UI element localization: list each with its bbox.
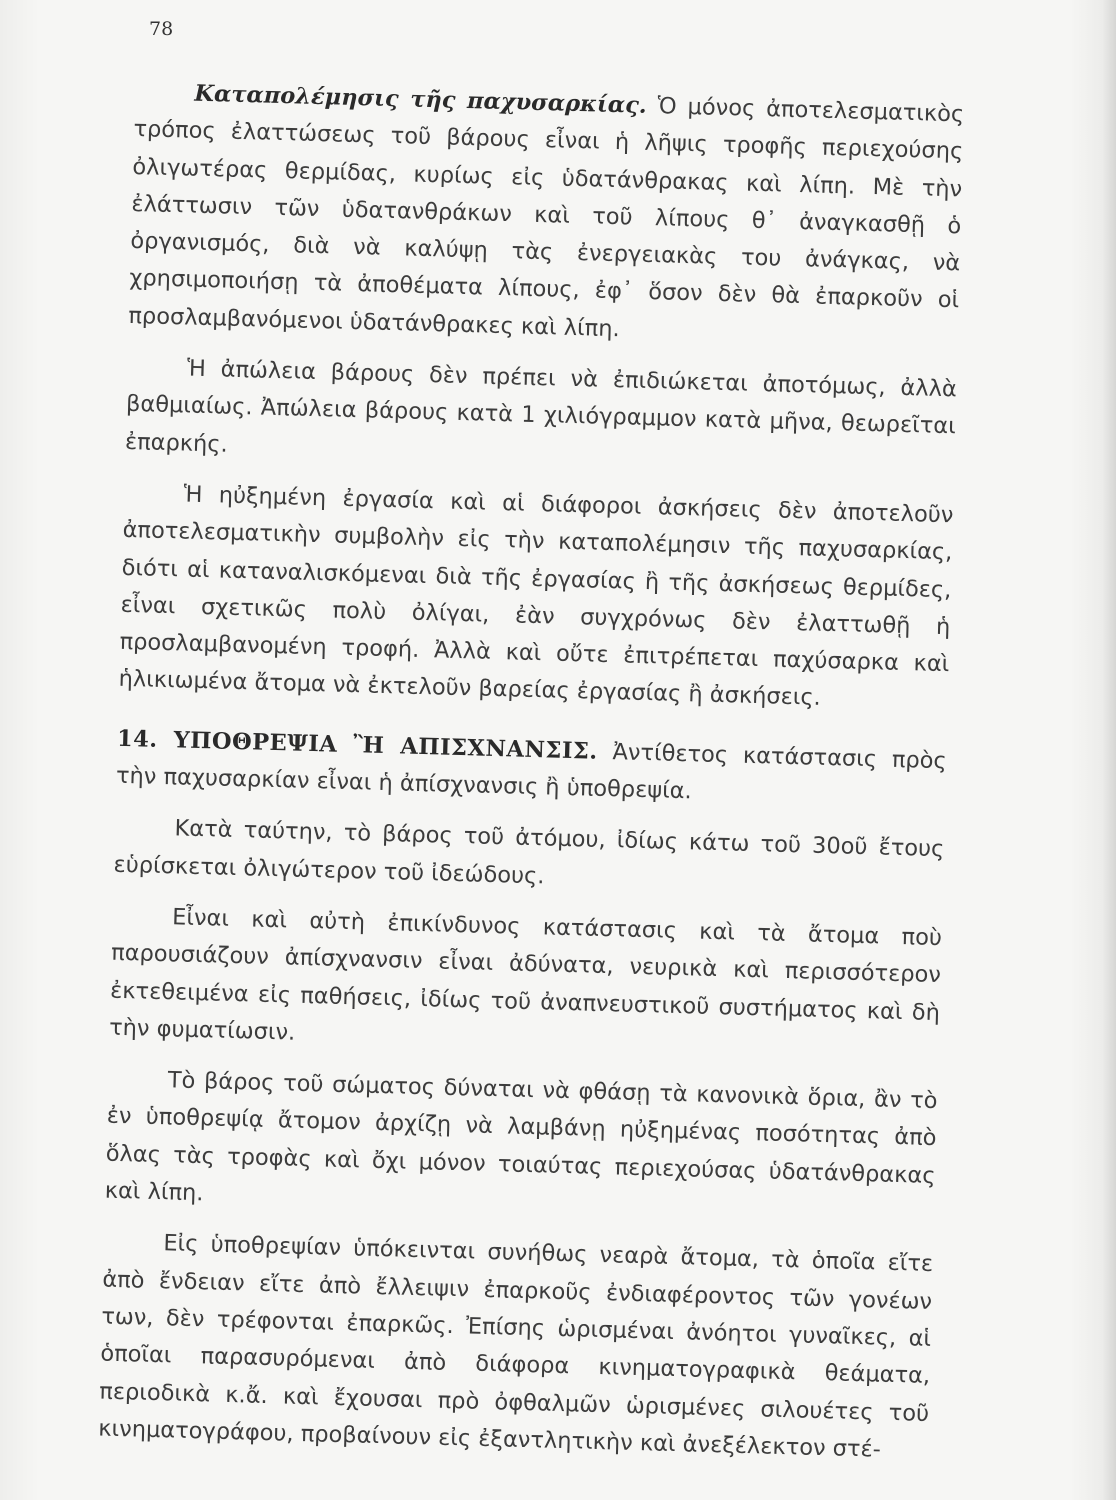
paragraph-obesity-treatment xyxy=(128,74,965,357)
paragraph-normal-limits xyxy=(104,1061,938,1233)
paragraph-weight-age xyxy=(113,809,945,906)
paragraph-text: Ἡ ηὐξημένη ἐργασία καὶ αἱ διάφοροι ἀσκήσεις δὲν ἀποτελοῦν ἀποτελεσματικὴν συμβολὴν εἰς τὴν καταπολέμησιν τῆς παχυσαρκίας, διότι αἱ καταναλισκόμεναι διὰ τῆς ἐργασίας ἢ τῆς ἀσκήσεως θερμίδες, εἶναι σχετικῶς πολὺ ὀλίγαι, ἐὰν συγχρόνως δὲν ἐλαττωθῇ ἡ προσλαμβανομένη τροφή. Ἀλλὰ καὶ οὔτε ἐπιτρέπεται παχύσαρκα καὶ ἡλικιωμένα ἄτομα νὰ ἐκτελοῦν βαρείας ἐργασίας ἢ ἀσκήσεις. xyxy=(118,481,954,712)
paragraph-young-people xyxy=(98,1224,934,1470)
paragraph-text: Ὁ μόνος ἀποτελεσματικὸς τρόπος ἐλαττώσεως τοῦ βάρους εἶναι ἡ λῆψις τροφῆς περιεχούσης ὀλιγωτέρας θερμίδας, κυρίως εἰς ὑδατάνθρακας καὶ λίπη. Μὲ τὴν ἐλάττωσιν τῶν ὑδατανθράκων καὶ τοῦ λίπους θ᾿ ἀναγκασθῇ ὁ ὀργανισμός, διὰ νὰ καλύψῃ τὰς ἐνεργειακὰς του ἀνάγκας, νὰ χρησιμοποιήσῃ τὰ ἀποθέματα λίπους, ἐφ᾿ ὅσον δὲν θὰ ἐπαρκοῦν οἱ προσλαμβανόμενοι ὑδατάνθρακες καὶ λίπη. xyxy=(128,92,965,342)
page-edge-shadow xyxy=(1102,0,1116,1500)
section-heading-14: 14. ΥΠΟΘΡΕΨΙΑ Ἢ ΑΠΙΣΧΝΑΝΣΙΣ. xyxy=(116,725,599,765)
paragraph-text: Ἡ ἀπώλεια βάρους δὲν πρέπει νὰ ἐπιδιώκεται ἀποτόμως, ἀλλὰ βαθμιαίως. Ἀπώλεια βάρους κατὰ 1 χιλιόγραμμον κατὰ μῆνα, θεωρεῖται ἐπαρκής. xyxy=(124,355,958,458)
paragraph-text: Τὸ βάρος τοῦ σώματος δύναται νὰ φθάσῃ τὰ κανονικὰ ὅρια, ἂν τὸ ἐν ὑποθρεψίᾳ ἄτομον ἀρχίζῃ νὰ λαμβάνῃ ηὐξημένας ποσότητας ἀπὸ ὅλας τὰς τροφὰς καὶ ὄχι μόνον τοιαύτας περιεχούσας ὑδατάνθρακας καὶ λίπη. xyxy=(104,1067,938,1207)
paragraph-danger xyxy=(109,898,943,1070)
inline-heading-obesity: Καταπολέμησις τῆς παχυσαρκίας. xyxy=(194,80,648,119)
paragraph-weight-loss xyxy=(125,349,958,483)
paragraph-text: Εἰς ὑποθρεψίαν ὑπόκεινται συνήθως νεαρὰ ἄτομα, τὰ ὁποῖα εἴτε ἀπὸ ἔνδειαν εἴτε ἀπὸ ἔλλειψιν ἐπαρκοῦς ἐνδιαφέροντος τῶν γονέων των, δὲν τρέφονται ἐπαρκῶς. Ἐπίσης ὡρισμέναι ἀνόητοι γυναῖκες, αἱ ὁποῖαι παρασυρόμεναι ἀπὸ διάφορα κινηματογραφικὰ θεάματα, περιοδικὰ κ.ἄ. καὶ ἔχουσαι πρὸ ὀφθαλμῶν ὡρισμένες σιλουέτες τοῦ κινηματογράφου, προβαίνουν εἰς ἐξαντλητικὴν καὶ ἀνεξέλεκτον στέ- xyxy=(98,1230,934,1463)
paragraph-text: Ἀντίθετος κατάστασις πρὸς τὴν παχυσαρκίαν εἶναι ἡ ἀπίσχνανσις ἢ ὑποθρεψία. xyxy=(115,738,948,805)
paragraph-exercise xyxy=(118,475,954,721)
paragraph-text: Κατὰ ταύτην, τὸ βάρος τοῦ ἀτόμου, ἰδίως κάτω τοῦ 30οῦ ἔτους εὑρίσκεται ὀλιγώτερον τοῦ ἰδεώδους. xyxy=(113,815,945,890)
paragraph-section-14 xyxy=(115,721,947,818)
page-number: 78 xyxy=(149,18,174,40)
body-text xyxy=(97,74,964,1484)
paragraph-text: Εἶναι καὶ αὐτὴ ἐπικίνδυνος κατάστασις καὶ τὰ ἄτομα ποὺ παρουσιάζουν ἀπίσχνανσιν εἶναι ἀδύνατα, νευρικὰ καὶ περισσότερον ἐκτεθειμένα εἰς παθήσεις, ἰδίως τοῦ ἀναπνευστικοῦ συστήματος καὶ δὴ τὴν φυματίωσιν. xyxy=(108,904,943,1046)
